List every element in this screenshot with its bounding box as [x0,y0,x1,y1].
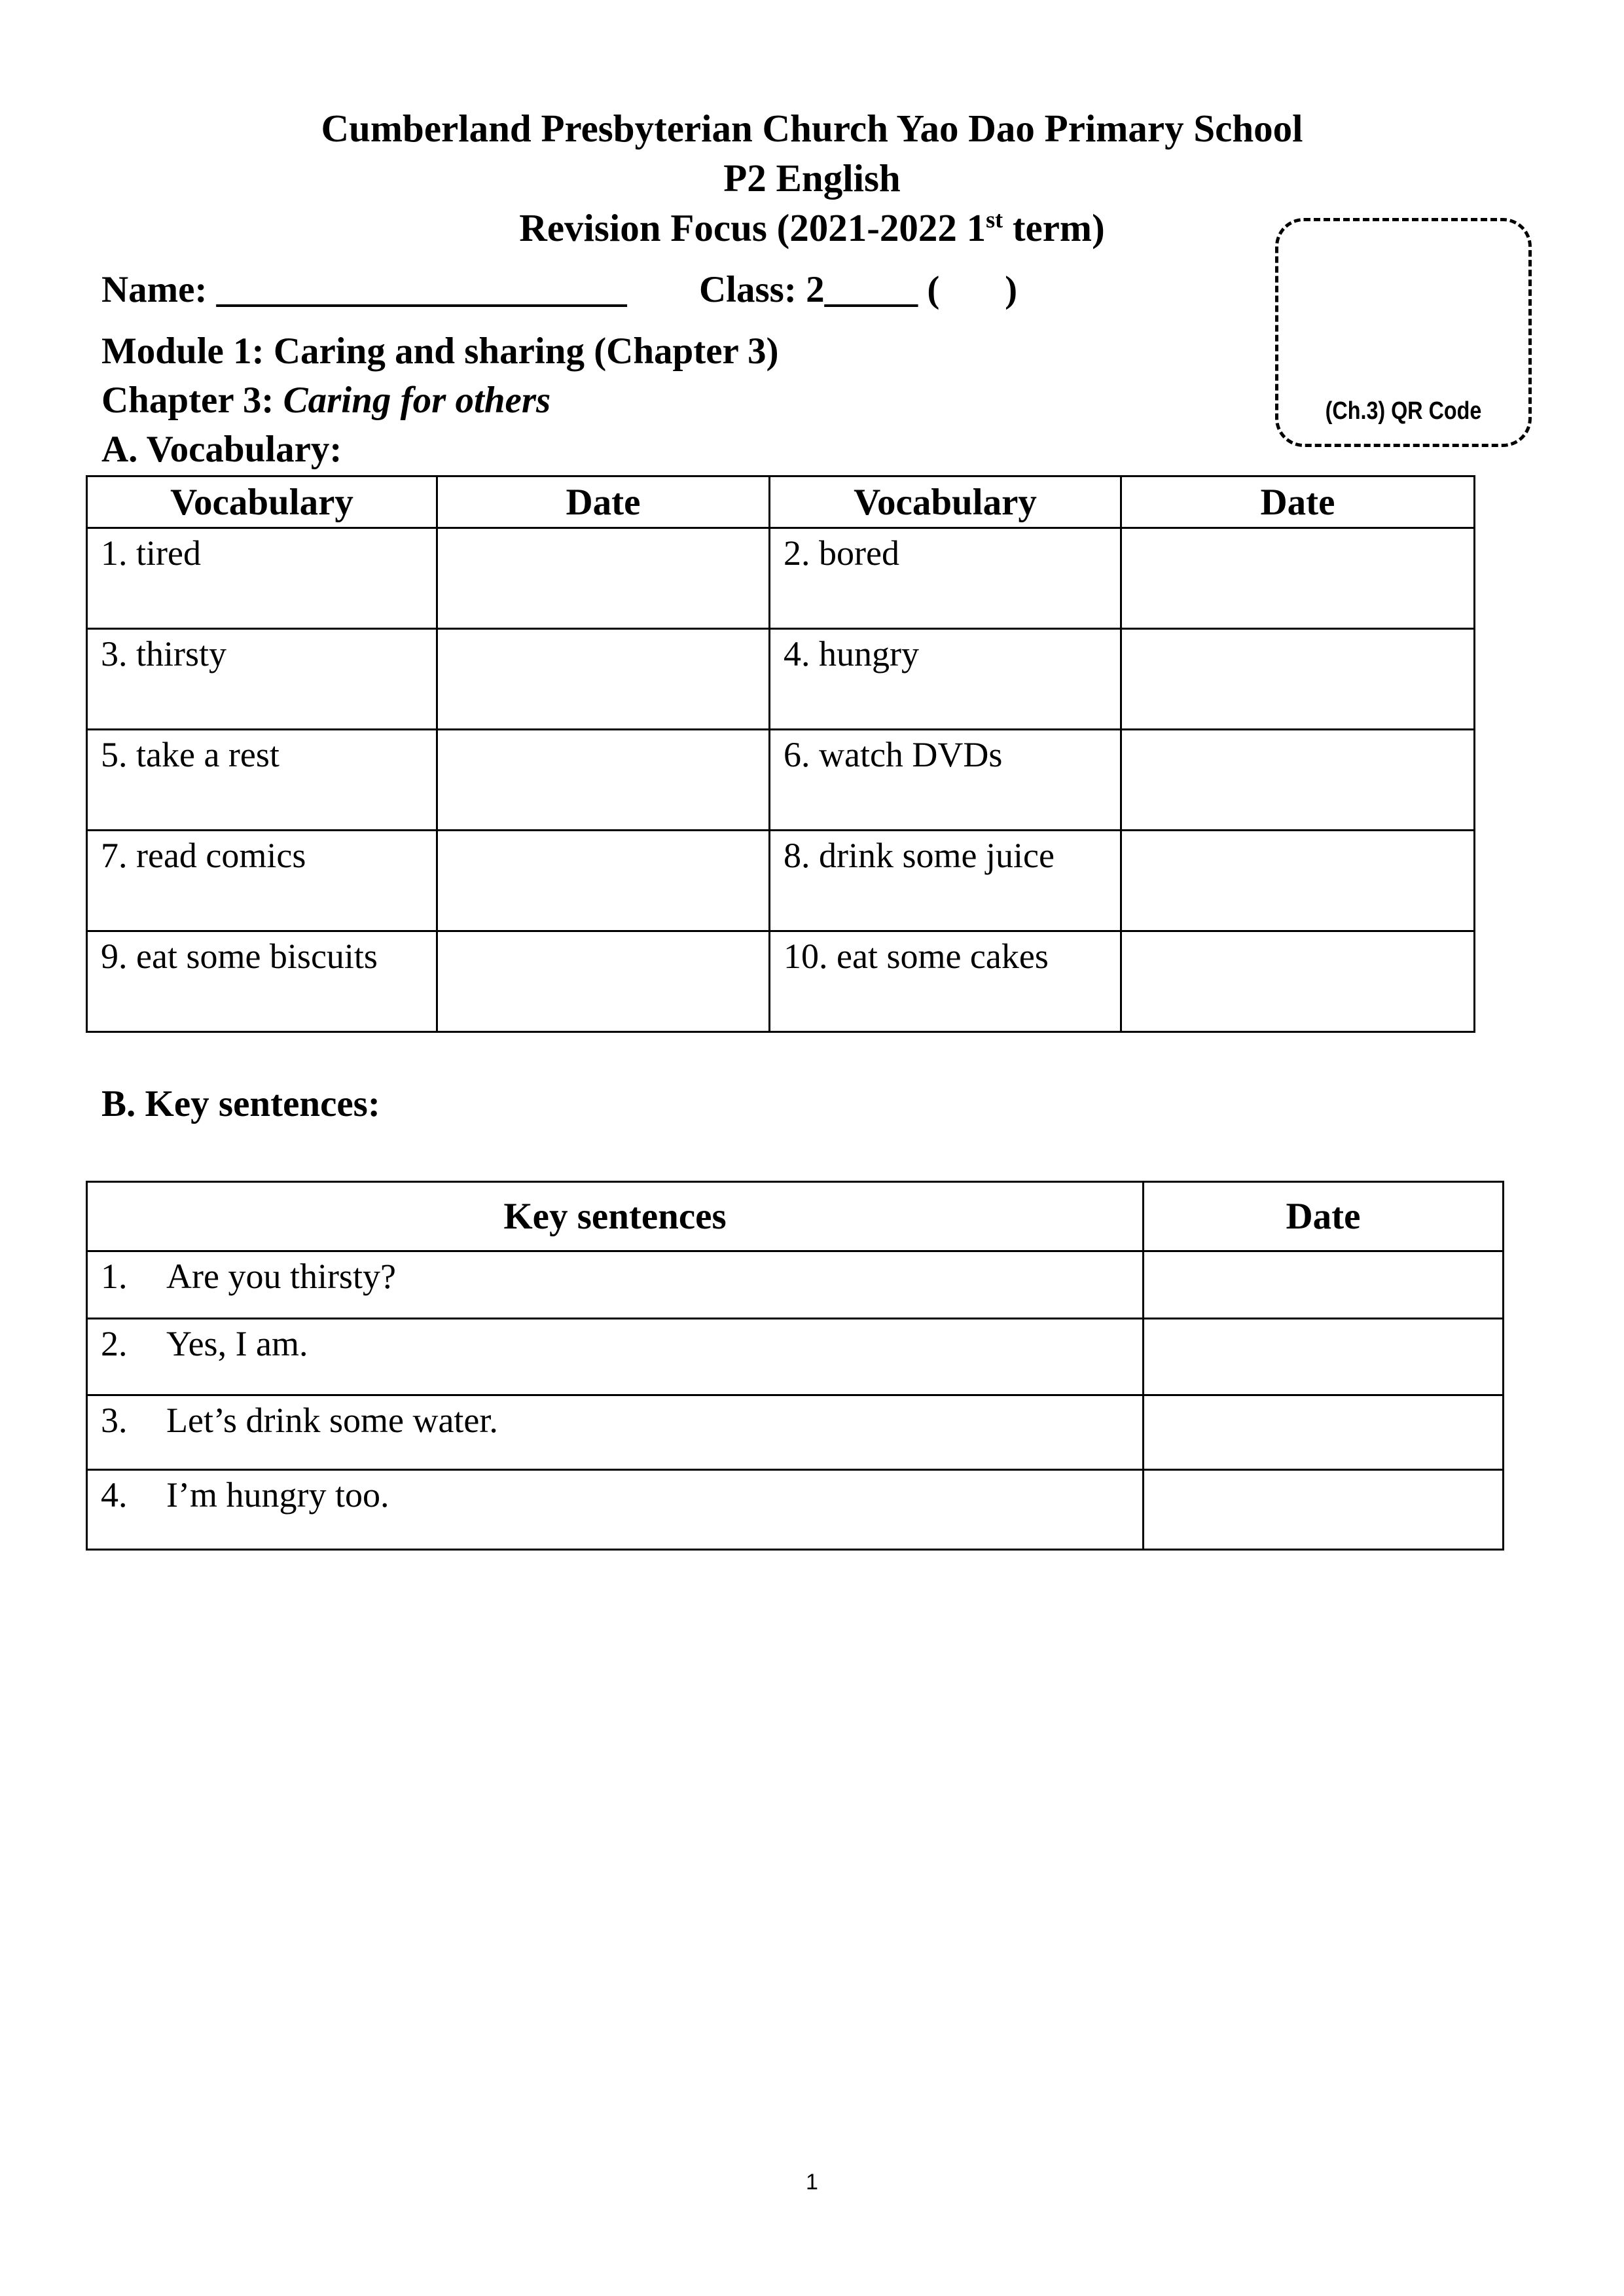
date-cell[interactable] [1144,1395,1504,1470]
table-row [87,730,1475,831]
sentence-number: 1. [101,1257,128,1296]
vocabulary-cell [87,931,437,1032]
date-cell[interactable] [437,931,770,1032]
vocabulary-table [86,475,1475,1033]
vocabulary-cell [770,931,1121,1032]
school-name: Cumberland Presbyterian Church Yao Dao Primary School [321,107,1303,150]
key-sentence-cell [87,1470,1144,1550]
vocabulary-header-row [87,476,1475,528]
table-row [87,1319,1504,1395]
date-cell[interactable] [1144,1470,1504,1550]
vocabulary-word: 4. hungry [784,634,919,673]
sentence-number: 3. [101,1401,128,1440]
sentence-text: Are you thirsty? [166,1257,396,1296]
revision-title-suffix: term) [1003,206,1105,249]
module-title: Module 1: Caring and sharing (Chapter 3) [101,331,779,372]
date-cell[interactable] [1121,528,1475,629]
table-row [87,1470,1504,1550]
table-row [87,528,1475,629]
date-cell[interactable] [1121,629,1475,730]
column-header-date: Date [1144,1182,1504,1251]
column-header-vocabulary: Vocabulary [87,476,437,528]
name-field-label: Name: ______________________ [101,269,627,310]
sentence-text: Yes, I am. [166,1324,308,1363]
table-row [87,931,1475,1032]
table-row [87,831,1475,931]
qr-code-label: (Ch.3) QR Code [1325,397,1482,425]
vocabulary-cell [87,528,437,629]
vocabulary-cell [87,629,437,730]
revision-title-superscript: st [986,206,1003,233]
sentence-number: 2. [101,1324,128,1363]
key-sentence-cell [87,1319,1144,1395]
key-sentence-cell [87,1395,1144,1470]
column-header-key-sentences: Key sentences [87,1182,1144,1251]
date-cell[interactable] [437,528,770,629]
date-cell[interactable] [437,730,770,831]
section-a-title: A. Vocabulary: [101,429,342,470]
key-sentence-cell [87,1251,1144,1319]
qr-code-box [1275,218,1532,447]
vocabulary-cell [87,831,437,931]
column-header-vocabulary: Vocabulary [770,476,1121,528]
column-header-date: Date [437,476,770,528]
sentence-number: 4. [101,1475,128,1515]
date-cell[interactable] [437,629,770,730]
subject-title: P2 English [723,156,901,200]
vocabulary-word: 8. drink some juice [784,836,1055,875]
date-cell[interactable] [1121,831,1475,931]
revision-title-prefix: Revision Focus (2021-2022 1 [519,206,986,249]
date-cell[interactable] [1144,1251,1504,1319]
sentence-text: I’m hungry too. [166,1475,389,1515]
table-row [87,629,1475,730]
vocabulary-cell [770,528,1121,629]
table-row [87,1395,1504,1470]
vocabulary-word: 2. bored [784,533,899,573]
vocabulary-cell [770,629,1121,730]
key-sentences-table [86,1181,1504,1551]
chapter-title [101,378,550,423]
vocabulary-word: 10. eat some cakes [784,937,1049,976]
section-b-title: B. Key sentences: [101,1083,380,1124]
chapter-prefix: Chapter 3: [101,380,283,421]
date-cell[interactable] [1144,1319,1504,1395]
vocabulary-word: 3. thirsty [101,634,227,673]
vocabulary-word: 9. eat some biscuits [101,937,378,976]
table-row [87,1251,1504,1319]
date-cell[interactable] [437,831,770,931]
vocabulary-word: 5. take a rest [101,735,280,774]
column-header-date: Date [1121,476,1475,528]
page-number: 1 [806,2170,818,2195]
vocabulary-word: 6. watch DVDs [784,735,1003,774]
date-cell[interactable] [1121,931,1475,1032]
vocabulary-cell [87,730,437,831]
vocabulary-cell [770,730,1121,831]
vocabulary-cell [770,831,1121,931]
date-cell[interactable] [1121,730,1475,831]
class-field-label: Class: 2_____ ( ) [699,269,1018,310]
vocabulary-word: 1. tired [101,533,201,573]
vocabulary-word: 7. read comics [101,836,306,875]
sentence-text: Let’s drink some water. [166,1401,498,1440]
chapter-name: Caring for others [283,380,551,421]
key-sentences-header-row [87,1182,1504,1251]
